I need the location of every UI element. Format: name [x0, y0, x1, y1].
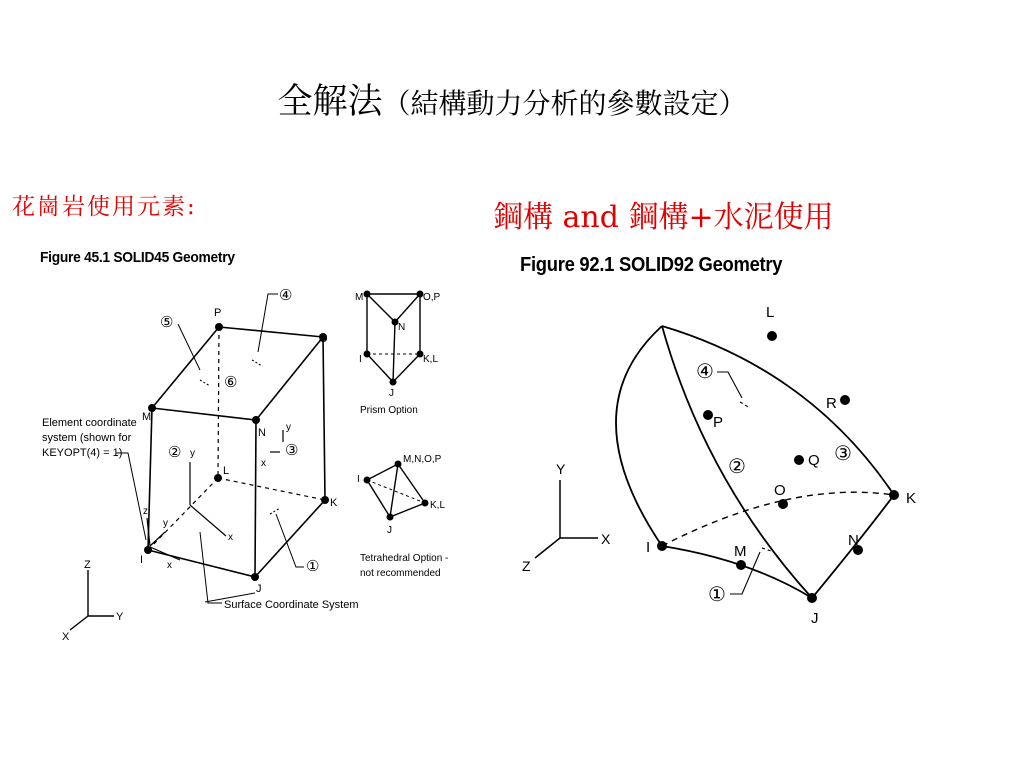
node-label-O: O [774, 482, 786, 499]
tetra-label-I: I [357, 474, 360, 485]
prism-label-OP: O,P [423, 292, 441, 303]
global-axis-z: Z [522, 558, 531, 574]
node-label-N: N [258, 427, 266, 439]
node-label-K: K [330, 497, 338, 509]
prism-label-N: N [398, 322, 406, 333]
node-label-Q: Q [808, 452, 820, 469]
node-label-O: O [319, 333, 328, 345]
global-axis-x: X [601, 531, 611, 547]
face-number-2: ② [168, 444, 182, 461]
tetra-caption-line2: not recommended [360, 568, 441, 579]
solid45-diagram [0, 270, 470, 690]
figure-right-caption: Figure 92.1 SOLID92 Geometry [520, 254, 783, 276]
tetra-label-J: J [387, 525, 392, 536]
axis-label-x: x [228, 532, 233, 543]
face-number-2: ② [728, 456, 746, 478]
solid92-diagram [510, 290, 1010, 650]
face-number-4: ④ [696, 361, 714, 383]
face-number-1: ① [306, 558, 320, 575]
axis-label-x3: x [261, 458, 266, 469]
node-label-M: M [734, 543, 747, 560]
node-label-I: I [646, 539, 651, 556]
node-label-L: L [223, 465, 230, 477]
surface-cs-note: Surface Coordinate System [224, 599, 359, 611]
node-label-J: J [811, 610, 819, 627]
title-main: 全解法 [277, 82, 383, 122]
global-axis-y: Y [556, 461, 566, 477]
face-number-1: ① [708, 584, 726, 606]
title-subtitle: （結構動力分析的參數設定） [382, 87, 747, 120]
face-number-5: ⑤ [160, 314, 174, 331]
node-label-P: P [214, 307, 222, 319]
left-heading: 花崗岩使用元素: [12, 194, 197, 220]
node-label-I: I [140, 554, 144, 566]
node-label-K: K [906, 490, 917, 507]
node-label-R: R [826, 395, 837, 412]
tetra-caption-line1: Tetrahedral Option - [360, 553, 449, 564]
prism-label-I: I [359, 354, 362, 365]
node-label-M: M [142, 411, 152, 423]
global-axis-y: Y [116, 611, 124, 623]
node-label-P: P [713, 414, 724, 431]
prism-caption: Prism Option [360, 405, 418, 416]
node-label-N: N [848, 532, 859, 549]
face-number-4: ④ [279, 287, 293, 304]
node-label-L: L [766, 304, 775, 321]
face-number-3: ③ [834, 443, 852, 465]
global-axis-z: Z [84, 559, 91, 571]
prism-label-M: M [355, 292, 364, 303]
face-number-3: ③ [285, 442, 299, 459]
element-cs-note-line1: Element coordinate [42, 417, 137, 429]
global-axis-x: X [62, 631, 70, 643]
tetra-label-KL: K,L [430, 500, 446, 511]
element-cs-note-line2: system (shown for [42, 432, 132, 444]
prism-label-KL: K,L [423, 354, 439, 365]
axis-label-z: z [143, 506, 148, 517]
prism-label-J: J [389, 388, 394, 399]
element-cs-note-line3: KEYOPT(4) = 1) [42, 447, 123, 459]
right-heading: 鋼構 and 鋼構+水泥使用 [493, 200, 834, 235]
axis-label-y3: y [286, 422, 291, 433]
axis-label-y: y [190, 448, 195, 459]
node-label-J: J [256, 583, 262, 595]
face-number-6: ⑥ [224, 374, 238, 391]
axis-label-y2: y [163, 518, 168, 529]
figure-left-caption: Figure 45.1 SOLID45 Geometry [40, 249, 235, 266]
axis-label-x2: x [167, 560, 172, 571]
slide-title [0, 74, 1024, 124]
tetra-label-MNOP: M,N,O,P [403, 454, 442, 465]
